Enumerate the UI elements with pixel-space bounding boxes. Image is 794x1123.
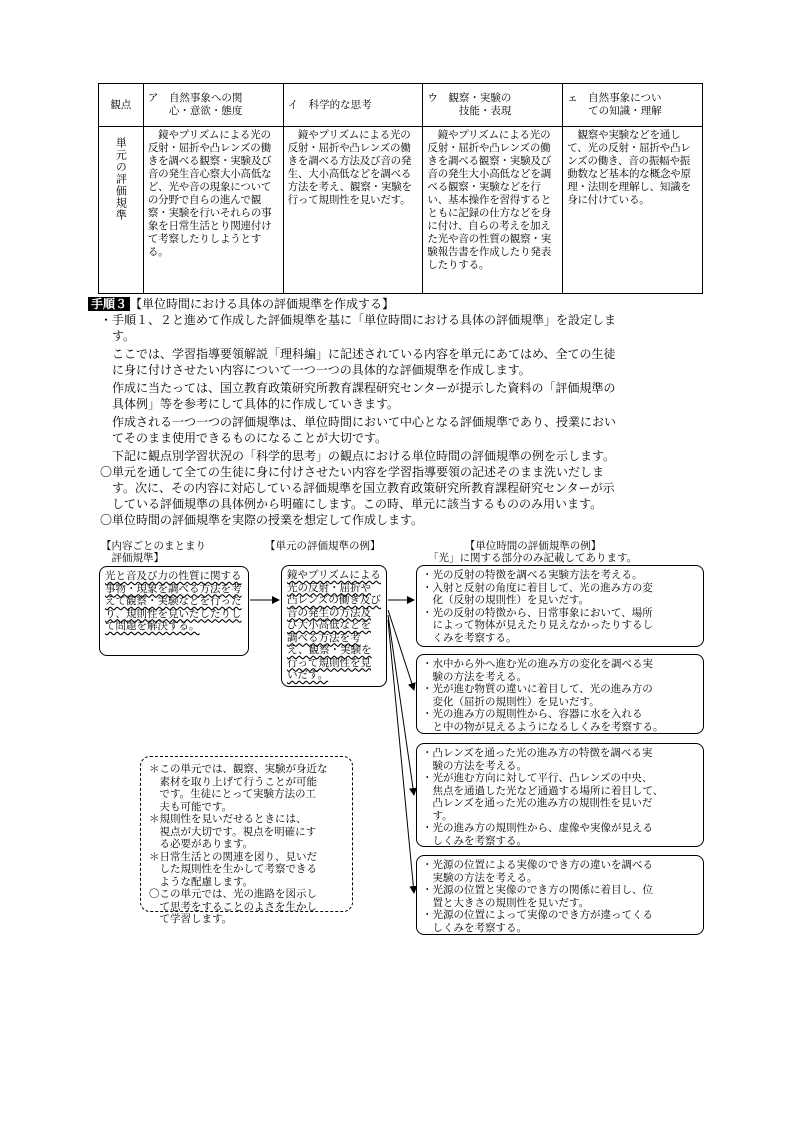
hour-criteria-box-2: ・水中から外へ進む光の進み方の変化を調べる実 験の方法を考える。 ・光が進む物質の違いに着目して、光の進み方の 変化（屈折の規則性）を見いだす。 ・光の進み方の規則性から、容器に水を入れる と中の物が見えるようになるしくみを考察する。 bbox=[416, 654, 704, 734]
table-corner: 観点 bbox=[99, 84, 144, 127]
hour-criteria-box-4: ・光源の位置による実像のでき方の違いを調べる 実験の方法を考える。 ・光源の位置と実像のでき方の関係に着目し、位 置と大きさの規則性を見いだす。 ・光源の位置によって実像のでき方が違ってくる しくみを考察する。 bbox=[416, 855, 704, 935]
label-hour-criteria: 【単位時間の評価規準の例】 「光」に関する部分のみ記載してあります。 bbox=[428, 540, 638, 564]
step3-paragraph-4: 作成される一つ一つの評価規準は、単位時間において中心となる評価規準であり、授業におい てそのまま使用できるものになることが大切です。 bbox=[112, 415, 617, 445]
header-u: ウ 観察・実験の 技能・表現 bbox=[423, 84, 563, 127]
cell-i: 鏡やプリズムによる光の反射・屈折や凸レンズの働きを調べる方法及び音の発生、大小高低などを調べる方法を考え、観察・実験を行って規則性を見いだす。 bbox=[283, 127, 423, 294]
step3-title: 【単位時間における具体の評価規準を作成する】 bbox=[130, 297, 395, 311]
cell-u: 鏡やプリズムによる光の反射・屈折や凸レンズの働きを調べる観察・実験及び音の発生大小高低などを調べる観察・実験などを行い、基本操作を習得するとともに記録の仕方などを身に付け、自らの考えを加えた光や音の性質の観察・実験報告書を作成したり発表したりする。 bbox=[423, 127, 563, 294]
arrow-unit-to-hour-3 bbox=[388, 615, 414, 795]
step3-paragraph-2: ここでは、学習指導要領解説「理科編」に記述されている内容を単元にあてはめ、全ての生徒 に身に付けさせたい内容について一つ一つの具体的な評価規準を作成します。 bbox=[112, 347, 616, 377]
label-content-criteria: 【内容ごとのまとまり 評価規準】 bbox=[101, 540, 206, 564]
header-a: ア 自然事象への関 心・意欲・態度 bbox=[143, 84, 283, 127]
note-box: ＊この単元では、観察、実験が身近な 素材を取り上げて行うことが可能 です。生徒にとって実験方法の工 夫も可能です。 ＊規則性を見いだせるときには、 視点が大切です。視点を明確にす る必要があります。 ＊日常生活との関連を図り、見いだ した規則性を生かして考察できる ような配慮します。 〇この単元では、光の進路を図示し て思考をすることのよさを生かし て学習します。 bbox=[140, 756, 353, 912]
hour-criteria-box-1: ・光の反射の特徴を調べる実験方法を考える。 ・入射と反射の角度に着目して、光の進み方の変 化（反射の規則性）を見いだす。 ・光の反射の特徴から、日常事象において、場所 によって物体が見えたり見えなかったりするし くみを考察する。 bbox=[416, 565, 704, 647]
arrow-unit-to-hour-2 bbox=[388, 610, 414, 690]
row-label: 単元の評価規準 bbox=[114, 137, 128, 221]
step3-paragraph-5: 下記に観点別学習状況の「科学的思考」の観点における単位時間の評価規準の例を示します。 〇単元を通して全ての生徒に身に付けさせたい内容を学習指導要領の記述そのまま洗いだしま す。次に、その内容に対応している評価規準を国立教育政策研究所教育課程研究センターが示 している評価規準の具体例から明確にします。この時、単元に該当するもののみ用います。 〇単位時間の評価規準を実際の授業を想定して作成します。 bbox=[100, 449, 616, 527]
unit-criteria-box: 鏡やプリズムによる光の反射・屈折や凸レンズの働き及び音の発生の方法及び大小高低などを調べる方法を考え、観察・実験を行って規則性を見いだす。 bbox=[281, 565, 387, 687]
step3-paragraph-1: ・手順１、２と進めて作成した評価規準を基に「単位時間における具体の評価規準」を設定しま す。 bbox=[100, 313, 617, 343]
hour-criteria-box-3: ・凸レンズを通った光の進み方の特徴を調べる実 験の方法を考える。 ・光が進む方向に対して平行、凸レンズの中央、 焦点を通過した光など通過する場所に着目して、 凸レンズを通った光の進み方の規則性を見いだ す。 ・光の進み方の規則性から、虚像や実像が見える しくみを考察する。 bbox=[416, 743, 704, 847]
arrow-unit-to-hour-4 bbox=[388, 620, 414, 893]
content-criteria-box: 光と音及び力の性質に関する事物・現象を調べる方法を考えて観察・実験などを行ったり、規則性を見いだしたりして問題を解決する。 bbox=[99, 566, 249, 656]
step3-badge: 手順３ bbox=[88, 297, 130, 311]
cell-a: 鏡やプリズムによる光の反射・屈折や凸レンズの働きを調べる観察・実験及び音の発生音心察大小高低など、光や音の現象についての分野で自らの進んで観察・実験を行いそれらの事象を日常生活とり関連付けて考察したりしようとする。 bbox=[143, 127, 283, 294]
header-i: イ 科学的な思考 bbox=[283, 84, 423, 127]
cell-e: 観察や実験などを通して、光の反射・屈折や凸レンズの働き、音の振幅や振動数など基本的な概念や原理・法則を理解し、知識を身に付けている。 bbox=[563, 127, 703, 294]
header-e: ェ 自然事象につい ての知識・理解 bbox=[563, 84, 703, 127]
label-unit-criteria: 【単元の評価規準の例】 bbox=[265, 540, 381, 552]
step3-paragraph-3: 作成に当たっては、国立教育政策研究所教育課程研究センターが提示した資料の「評価規準の 具体例」等を参考にして具体的に作成していきます。 bbox=[112, 381, 616, 411]
